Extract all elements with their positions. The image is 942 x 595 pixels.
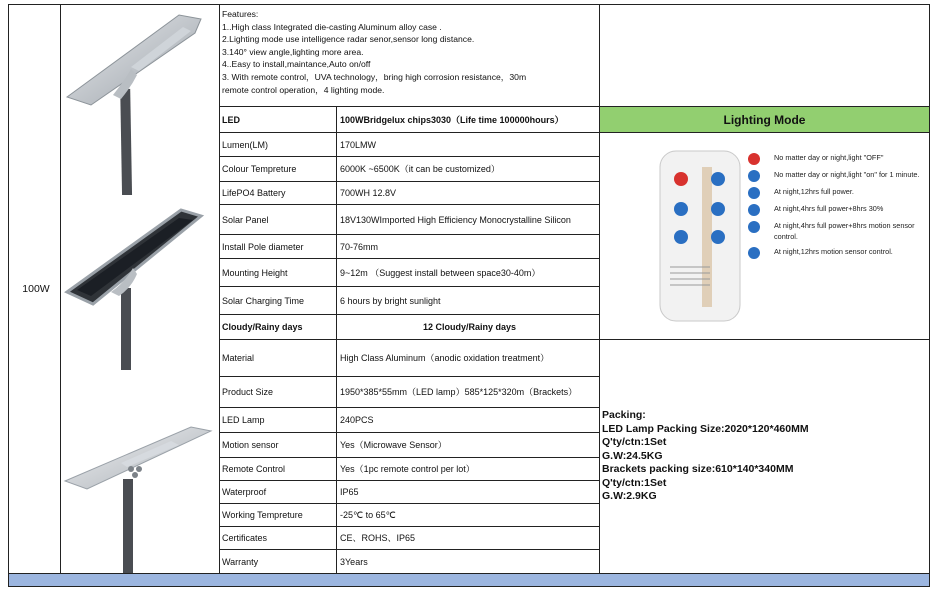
spec-label: Remote Control (219, 457, 337, 481)
spec-value: High Class Aluminum（anodic oxidation treatment） (336, 339, 600, 377)
spec-label: Mounting Height (219, 258, 337, 287)
mode-text: At night,4hrs full power+8hrs motion sensor control. (774, 221, 915, 241)
mode-text: At night,4hrs full power+8hrs 30% (774, 204, 884, 213)
spec-value: Yes（Microwave Sensor） (336, 432, 600, 458)
m-button-icon (748, 247, 760, 259)
mode-text: No matter day or night,light "on" for 1 minute. (774, 170, 920, 179)
street-light-image-bottom (61, 397, 219, 575)
spec-label: Working Tempreture (219, 503, 337, 527)
t-button-icon (748, 204, 760, 216)
mode-item (748, 170, 926, 182)
spec-value: 700WH 12.8V (336, 181, 600, 205)
mode-text: No matter day or night,light "OFF" (774, 153, 884, 162)
spec-value: 3Years (336, 549, 600, 574)
mode-list (748, 153, 926, 264)
spec-value: IP65 (336, 480, 600, 504)
street-light-image-top (61, 5, 219, 195)
lighting-mode-header: Lighting Mode (599, 106, 930, 133)
spec-value: 1950*385*55mm（LED lamp）585*125*320m（Brackets） (336, 376, 600, 408)
mode-text: At night,12hrs full power. (774, 187, 854, 196)
spec-value: 240PCS (336, 407, 600, 433)
spec-value: -25℃ to 65℃ (336, 503, 600, 527)
power-cell (8, 4, 61, 574)
spec-value: 12 Cloudy/Rainy days (336, 314, 600, 340)
packing-line: Q'ty/ctn:1Set (602, 476, 667, 489)
remote-control-image (656, 147, 746, 327)
spec-label: Colour Tempreture (219, 156, 337, 182)
spec-label: Solar Charging Time (219, 286, 337, 315)
features-line: 3. With remote control，UVA technology，bring high corrosion resistance，30m (222, 71, 527, 82)
spec-value: 70-76mm (336, 234, 600, 259)
spec-value: 6 hours by bright sunlight (336, 286, 600, 315)
spec-label: LifePO4 Battery (219, 181, 337, 205)
mode-item (748, 153, 926, 165)
spec-label: Install Pole diameter (219, 234, 337, 259)
spec-label: Waterproof (219, 480, 337, 504)
demo-button-icon (748, 170, 760, 182)
spec-label: Product Size (219, 376, 337, 408)
mode-item (748, 221, 926, 242)
spec-label: Warranty (219, 549, 337, 574)
packing-line: G.W:2.9KG (602, 490, 657, 503)
spec-label: Lumen(LM) (219, 132, 337, 157)
spec-value: 100WBridgelux chips3030（Life time 100000hours） (336, 106, 600, 133)
packing-line: Q'ty/ctn:1Set (602, 436, 667, 449)
moon-button-icon (748, 187, 760, 199)
features-line: remote control operation，4 lighting mode. (222, 84, 385, 95)
mode-item (748, 247, 926, 259)
packing-line: LED Lamp Packing Size:2020*120*460MM (602, 422, 809, 435)
features-line: Features: (222, 9, 259, 19)
features-line: 2.Lighting mode use intelligence radar senor,sensor long distance. (222, 34, 475, 45)
spec-value: Yes（1pc remote control per lot） (336, 457, 600, 481)
spec-value: CE、ROHS、IP65 (336, 526, 600, 550)
spec-value: 6000K ~6500K（it can be customized） (336, 156, 600, 182)
off-button-icon (748, 153, 760, 165)
spec-label: Cloudy/Rainy days (219, 314, 337, 340)
street-light-image-middle (61, 200, 219, 370)
spec-label: Material (219, 339, 337, 377)
spec-label: Solar Panel (219, 204, 337, 235)
spec-value: 9~12m （Suggest install between space30-40m） (336, 258, 600, 287)
spec-value: 18V130WImported High Efficiency Monocrystalline Silicon (336, 204, 600, 235)
mode-item (748, 187, 926, 199)
power-label: 100W (22, 283, 50, 295)
features-line: 1..High class Integrated die-casting Aluminum alloy case . (222, 21, 442, 32)
packing-line: Packing: (602, 409, 646, 422)
empty-cell (599, 4, 930, 107)
spec-label: LED (219, 106, 337, 133)
features-cell (219, 4, 600, 107)
mode-item (748, 204, 926, 216)
spec-label: Motion sensor (219, 432, 337, 458)
product-image-cell (60, 4, 220, 574)
mode-text: At night,12hrs motion sensor control. (774, 247, 893, 256)
spec-label: Certificates (219, 526, 337, 550)
lighting-mode-panel (599, 132, 930, 340)
packing-cell (599, 339, 930, 574)
features-line: 4..Easy to install,maintance,Auto on/off (222, 59, 371, 70)
packing-line: Brackets packing size:610*140*340MM (602, 463, 794, 476)
l-button-icon (748, 221, 760, 233)
footer-band (8, 573, 930, 587)
packing-line: G.W:24.5KG (602, 449, 663, 462)
spec-label: LED Lamp (219, 407, 337, 433)
features-line: 3.140° view angle,lighting more area. (222, 46, 364, 57)
spec-value: 170LMW (336, 132, 600, 157)
